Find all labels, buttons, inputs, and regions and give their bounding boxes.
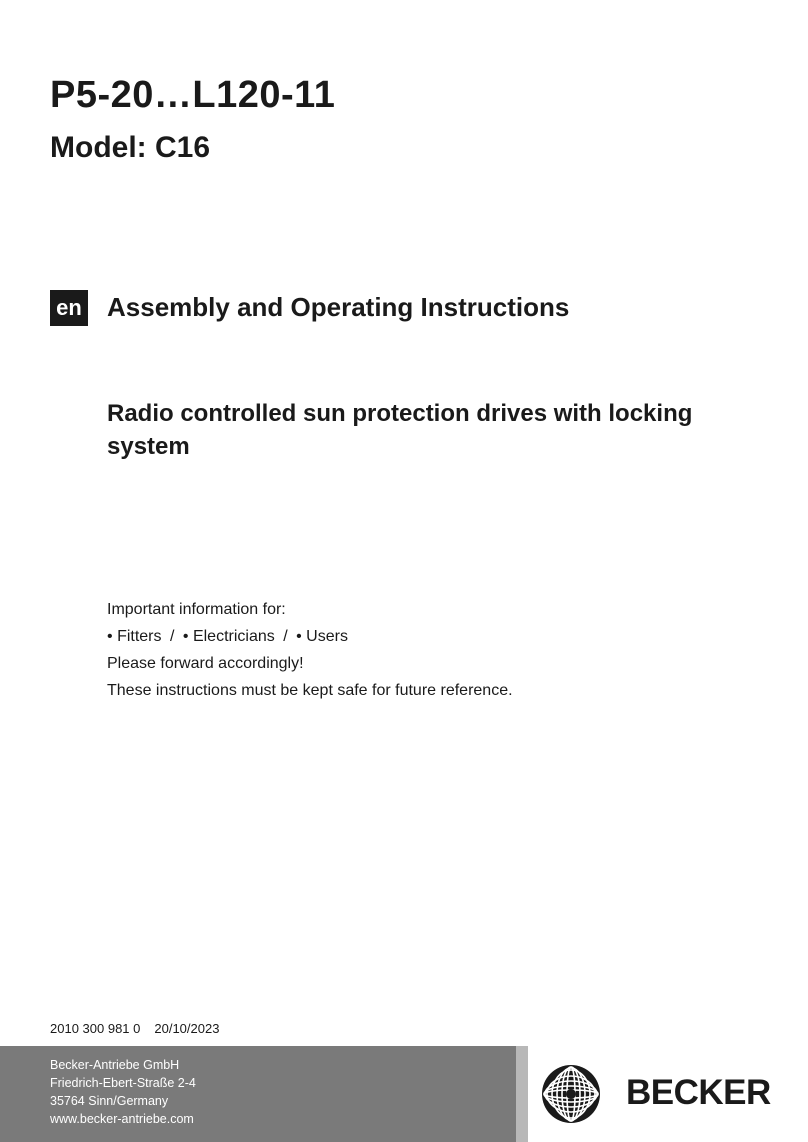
bullet-icon: • <box>107 628 113 645</box>
document-number: 2010 300 981 0 <box>50 1021 141 1036</box>
info-intro: Important information for: <box>107 601 286 618</box>
audience-item: Users <box>306 628 348 645</box>
company-name: Becker-Antriebe GmbH <box>50 1058 180 1072</box>
bullet-icon: • <box>182 628 189 645</box>
forward-note: Please forward accordingly! <box>107 655 304 672</box>
keep-safe-note: These instructions must be kept safe for future reference. <box>107 682 513 699</box>
audience-item: Electricians <box>192 628 275 645</box>
becker-logo-mark-icon <box>541 1064 601 1124</box>
footer-bar-edge <box>516 1046 528 1142</box>
product-code-title: P5-20…L120-11 <box>50 74 336 116</box>
important-information-block <box>107 596 513 704</box>
document-date: 20/10/2023 <box>154 1021 220 1036</box>
separator: / <box>169 628 175 645</box>
model-subtitle: Model: C16 <box>50 131 211 164</box>
brand-wordmark: BECKER <box>626 1073 771 1112</box>
company-address <box>50 1056 196 1128</box>
language-badge: en <box>50 290 88 326</box>
separator: / <box>283 628 288 645</box>
audience-item: Fitters <box>117 628 162 645</box>
company-street: Friedrich-Ebert-Straße 2-4 <box>50 1076 196 1090</box>
document-reference <box>50 1021 219 1036</box>
product-description: Radio controlled sun protection drives with locking system <box>107 400 693 460</box>
company-city: 35764 Sinn/Germany <box>50 1094 169 1108</box>
audience-list <box>107 623 513 650</box>
bullet-icon: • <box>296 628 302 645</box>
company-website: www.becker-antriebe.com <box>50 1112 194 1126</box>
document-heading: Assembly and Operating Instructions <box>107 292 570 322</box>
